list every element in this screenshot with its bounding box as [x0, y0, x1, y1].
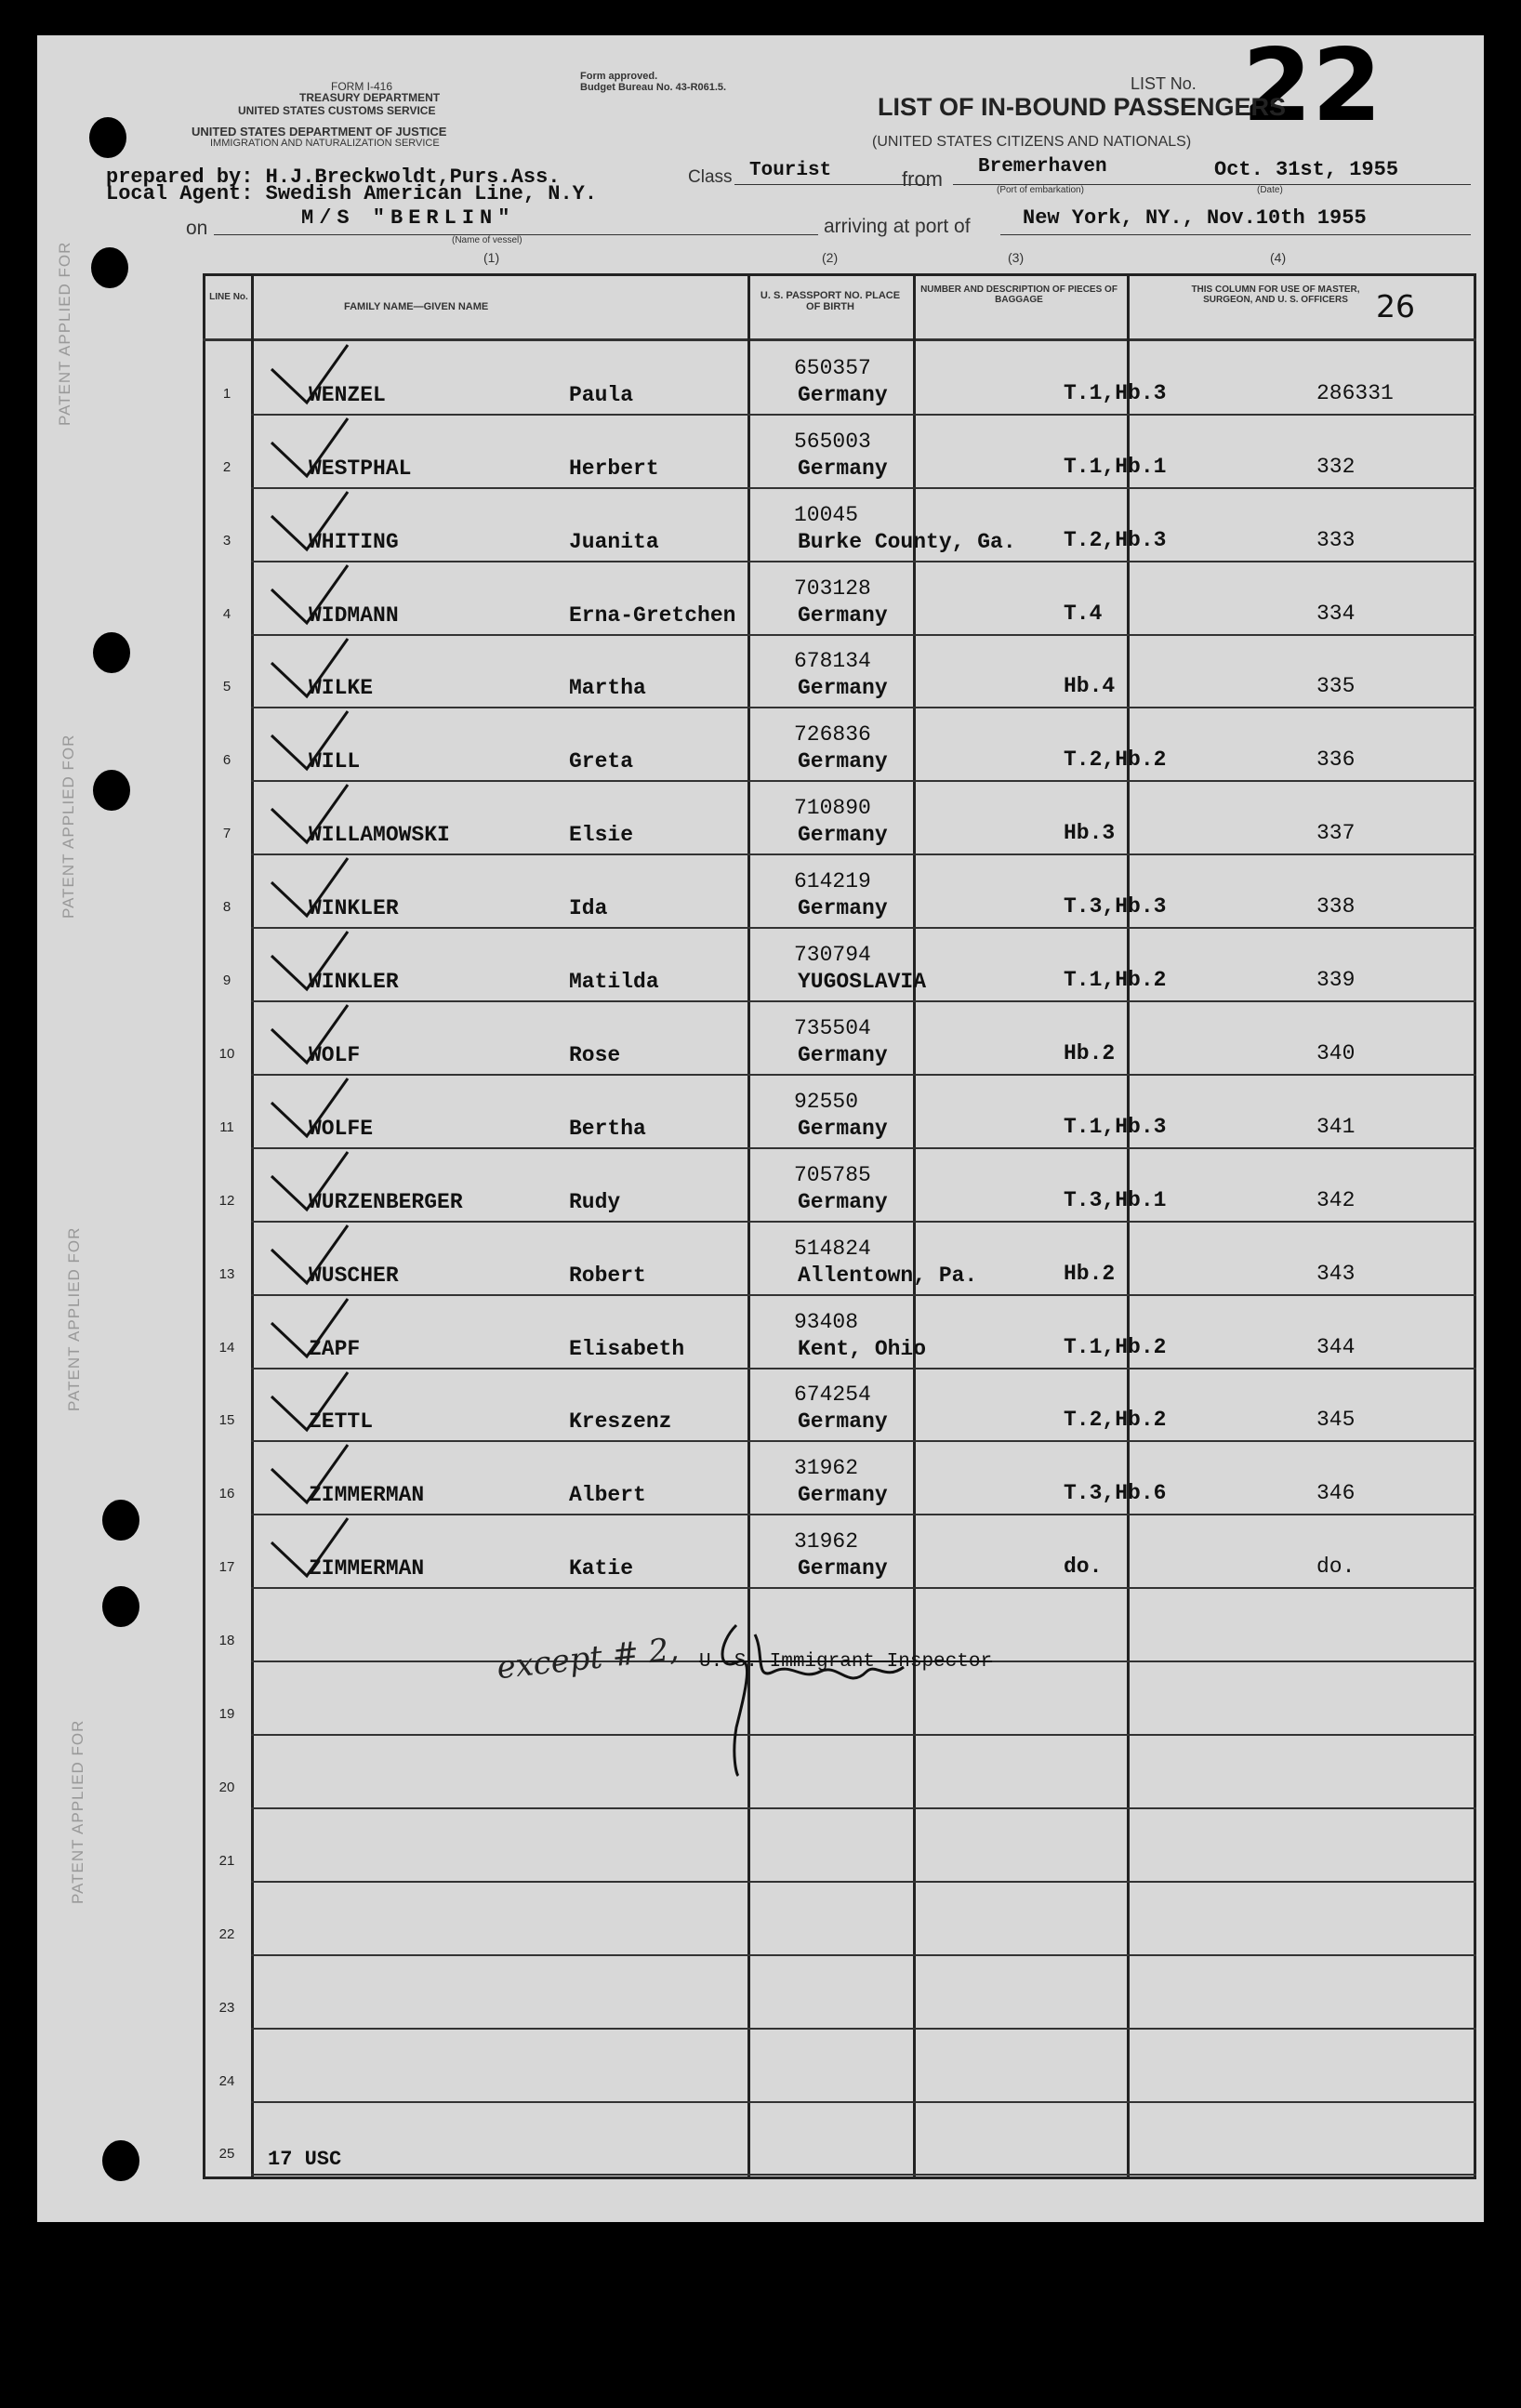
check-mark	[262, 635, 355, 700]
line-number: 22	[218, 1925, 235, 1942]
line-number: 10	[218, 1045, 235, 1062]
col-num-1: (1)	[483, 250, 500, 265]
baggage: Hb.3	[1064, 821, 1116, 846]
list-no-label: LIST No.	[1131, 74, 1197, 93]
table-row	[37, 1883, 1484, 1956]
family-name: ZETTL	[309, 1409, 374, 1435]
officer-number: 336	[1316, 748, 1356, 773]
line-number: 2	[222, 458, 231, 475]
officer-number: 333	[1316, 527, 1356, 552]
line-number: 7	[222, 826, 231, 842]
vessel-name: M/S "BERLIN"	[301, 206, 516, 230]
baggage: T.2,Hb.3	[1064, 527, 1167, 552]
given-name: Erna-Gretchen	[569, 602, 736, 628]
place-of-birth: Germany	[798, 823, 888, 848]
family-name: WILL	[309, 749, 361, 774]
family-name: WHITING	[309, 529, 399, 554]
check-mark	[262, 562, 355, 627]
place-of-birth: Kent, Ohio	[798, 1336, 927, 1361]
passport-number: 674254	[794, 1383, 871, 1408]
table-row	[37, 1443, 1484, 1516]
on-label: on	[186, 218, 208, 239]
line-number: 12	[218, 1192, 235, 1209]
col-header-passport: U. S. PASSPORT NO. PLACE OF BIRTH	[760, 290, 901, 312]
table-row	[37, 1076, 1484, 1149]
given-name: Katie	[569, 1556, 634, 1581]
line-number: 9	[222, 972, 231, 989]
check-mark	[262, 1222, 355, 1287]
passport-number: 678134	[794, 649, 871, 674]
table-row	[37, 1002, 1484, 1076]
passport-number: 93408	[794, 1309, 859, 1334]
col-header-officers: THIS COLUMN FOR USE OF MASTER, SURGEON, AND U. S. OFFICERS	[1191, 284, 1360, 305]
family-name: WOLFE	[309, 1116, 374, 1141]
col-num-4: (4)	[1270, 250, 1287, 265]
baggage: Hb.4	[1064, 674, 1116, 699]
line-number: 5	[222, 679, 231, 695]
passport-number: 710890	[794, 796, 871, 821]
baggage: T.1,Hb.3	[1064, 380, 1167, 405]
check-mark	[262, 1148, 355, 1213]
officer-number: 338	[1316, 894, 1356, 920]
baggage: Hb.2	[1064, 1040, 1116, 1065]
table-row	[37, 2103, 1484, 2176]
family-name: WINKLER	[309, 970, 399, 995]
given-name: Juanita	[569, 529, 659, 554]
officer-number: 340	[1316, 1040, 1356, 1065]
family-name: WILLAMOWSKI	[309, 823, 450, 848]
given-name: Albert	[569, 1483, 646, 1508]
given-name: Paula	[569, 382, 634, 407]
check-mark	[262, 781, 355, 846]
baggage: do.	[1064, 1555, 1103, 1580]
form-subtitle: (UNITED STATES CITIZENS AND NATIONALS)	[872, 134, 1192, 150]
passport-number: 565003	[794, 429, 871, 454]
form-approved: Form approved.	[580, 71, 658, 82]
table-row	[37, 1149, 1484, 1223]
class-value: Tourist	[749, 160, 832, 181]
dept-justice: UNITED STATES DEPARTMENT OF JUSTICE	[192, 125, 447, 139]
line-number: 16	[218, 1486, 235, 1502]
col-num-2: (2)	[822, 250, 839, 265]
passport-number: 703128	[794, 576, 871, 601]
place-of-birth: Germany	[798, 1483, 888, 1508]
given-name: Bertha	[569, 1116, 646, 1141]
baggage: T.3,Hb.1	[1064, 1187, 1167, 1212]
place-of-birth: Germany	[798, 1189, 888, 1214]
side-text: PATENT APPLIED FOR	[56, 241, 73, 426]
baggage: T.3,Hb.6	[1064, 1481, 1167, 1506]
col-header-baggage: NUMBER AND DESCRIPTION OF PIECES OF BAGGAGE	[920, 284, 1118, 305]
line-number: 25	[218, 2146, 235, 2163]
list-no-value: 22	[1242, 28, 1382, 144]
inspector-title: U. S. Immigrant Inspector	[699, 1651, 993, 1673]
given-name: Kreszenz	[569, 1409, 672, 1435]
line-number: 19	[218, 1706, 235, 1723]
check-mark	[262, 1001, 355, 1066]
place-of-birth: Germany	[798, 676, 888, 701]
officer-number: 332	[1316, 454, 1356, 479]
baggage: T.2,Hb.2	[1064, 1408, 1167, 1433]
from-label: from	[902, 167, 943, 191]
line-number: 3	[222, 532, 231, 549]
budget-bureau: Budget Bureau No. 43-R061.5.	[580, 82, 727, 93]
family-name: WESTPHAL	[309, 456, 412, 481]
officer-number: 334	[1316, 601, 1356, 626]
place-of-birth: Germany	[798, 1556, 888, 1581]
table-row	[37, 562, 1484, 636]
baggage: Hb.2	[1064, 1261, 1116, 1286]
document-page	[37, 28, 1484, 2222]
baggage: T.3,Hb.3	[1064, 894, 1167, 920]
officer-number: 335	[1316, 674, 1356, 699]
line-number: 11	[219, 1118, 234, 1135]
line-number: 17	[218, 1559, 235, 1576]
place-of-birth: Burke County, Ga.	[798, 529, 1016, 554]
given-name: Elisabeth	[569, 1336, 685, 1361]
check-mark	[262, 341, 355, 406]
given-name: Herbert	[569, 456, 659, 481]
family-name: WIDMANN	[309, 602, 399, 628]
place-of-birth: Germany	[798, 1409, 888, 1435]
given-name: Elsie	[569, 823, 634, 848]
family-name: WILKE	[309, 676, 374, 701]
usc-note: 17 USC	[268, 2148, 342, 2171]
passport-number: 735504	[794, 1015, 871, 1040]
place-of-birth: Germany	[798, 896, 888, 921]
table-row	[37, 489, 1484, 562]
officer-number: 344	[1316, 1334, 1356, 1359]
given-name: Rose	[569, 1042, 621, 1067]
line-number: 1	[222, 385, 231, 402]
check-mark	[262, 928, 355, 993]
side-text: PATENT APPLIED FOR	[65, 1226, 83, 1411]
except-note: except # 2,	[495, 1630, 681, 1687]
officer-number: 342	[1316, 1187, 1356, 1212]
col-header-line: LINE No.	[209, 292, 248, 302]
line-number: 6	[222, 752, 231, 769]
table-row	[37, 1956, 1484, 2030]
passport-number: 92550	[794, 1089, 859, 1114]
table-row	[37, 929, 1484, 1002]
family-name: WUSCHER	[309, 1263, 399, 1288]
passport-number: 730794	[794, 943, 871, 968]
col-header-name: FAMILY NAME—GIVEN NAME	[344, 301, 489, 312]
check-mark	[262, 1441, 355, 1506]
check-mark	[262, 1075, 355, 1140]
check-mark	[262, 415, 355, 480]
family-name: ZAPF	[309, 1336, 361, 1361]
line-number: 15	[218, 1412, 235, 1429]
col-num-3: (3)	[1008, 250, 1025, 265]
line-number: 20	[218, 1779, 235, 1795]
place-of-birth: Germany	[798, 1116, 888, 1141]
officer-number: 286331	[1316, 380, 1394, 405]
form-title: LIST OF IN-BOUND PASSENGERS	[878, 93, 1287, 121]
family-name: ZIMMERMAN	[309, 1483, 425, 1508]
family-name: WINKLER	[309, 896, 399, 921]
line-number: 21	[218, 1852, 235, 1869]
given-name: Rudy	[569, 1189, 621, 1214]
check-mark	[262, 1515, 355, 1580]
passport-number: 726836	[794, 722, 871, 748]
prepared-by: prepared by: H.J.Breckwoldt,Purs.Ass.	[106, 165, 561, 189]
place-of-birth: Germany	[798, 749, 888, 774]
side-text: PATENT APPLIED FOR	[60, 734, 77, 919]
officer-number: do.	[1316, 1555, 1356, 1580]
side-text: PATENT APPLIED FOR	[69, 1719, 86, 1904]
port-embark-caption: (Port of embarkation)	[997, 185, 1084, 195]
line-number: 4	[222, 605, 231, 622]
vessel-caption: (Name of vessel)	[452, 235, 522, 245]
officer-number: 341	[1316, 1114, 1356, 1139]
check-mark	[262, 854, 355, 920]
baggage: T.4	[1064, 601, 1103, 626]
table-row	[37, 709, 1484, 783]
officers-count: 26	[1376, 288, 1415, 324]
table-row	[37, 1369, 1484, 1443]
place-of-birth: Germany	[798, 1042, 888, 1067]
passport-number: 614219	[794, 869, 871, 894]
table-row	[37, 2030, 1484, 2103]
passport-number: 10045	[794, 502, 859, 527]
officer-number: 339	[1316, 968, 1356, 993]
officer-number: 337	[1316, 821, 1356, 846]
punch-hole	[91, 247, 128, 288]
table-row	[37, 636, 1484, 709]
baggage: T.1,Hb.1	[1064, 454, 1167, 479]
dept-ins: IMMIGRATION AND NATURALIZATION SERVICE	[210, 138, 440, 149]
given-name: Martha	[569, 676, 646, 701]
table-row	[37, 416, 1484, 489]
check-mark	[262, 1369, 355, 1434]
family-name: ZIMMERMAN	[309, 1556, 425, 1581]
place-of-birth: Germany	[798, 602, 888, 628]
line-number: 8	[222, 899, 231, 916]
local-agent: Local Agent: Swedish American Line, N.Y.	[106, 182, 598, 205]
check-mark	[262, 1295, 355, 1360]
given-name: Ida	[569, 896, 608, 921]
table-row	[37, 342, 1484, 416]
officer-number: 346	[1316, 1481, 1356, 1506]
dept-treasury: TREASURY DEPARTMENT	[299, 91, 441, 104]
given-name: Robert	[569, 1263, 646, 1288]
family-name: WOLF	[309, 1042, 361, 1067]
passport-number: 31962	[794, 1529, 859, 1555]
from-value: Bremerhaven	[978, 156, 1107, 178]
check-mark	[262, 708, 355, 773]
baggage: T.1,Hb.3	[1064, 1114, 1167, 1139]
line-number: 13	[218, 1265, 235, 1282]
place-of-birth: Germany	[798, 382, 888, 407]
table-row	[37, 782, 1484, 855]
arriving-value: New York, NY., Nov.10th 1955	[1023, 206, 1367, 230]
date-value: Oct. 31st, 1955	[1214, 158, 1399, 181]
table-row	[37, 1296, 1484, 1369]
officer-number: 345	[1316, 1408, 1356, 1433]
class-label: Class	[688, 167, 733, 187]
family-name: WURZENBERGER	[309, 1189, 463, 1214]
line-number: 24	[218, 2072, 235, 2089]
table-row	[37, 855, 1484, 929]
line-number: 14	[218, 1339, 235, 1356]
arriving-label: arriving at port of	[824, 216, 971, 237]
table-row	[37, 1223, 1484, 1296]
place-of-birth: Germany	[798, 456, 888, 481]
baggage: T.1,Hb.2	[1064, 1334, 1167, 1359]
line-number: 18	[218, 1633, 235, 1649]
given-name: Greta	[569, 749, 634, 774]
form-number: FORM I-416	[331, 80, 393, 93]
passport-number: 514824	[794, 1236, 871, 1261]
passport-number: 31962	[794, 1456, 859, 1481]
baggage: T.1,Hb.2	[1064, 968, 1167, 993]
line-number: 23	[218, 1999, 235, 2016]
place-of-birth: Allentown, Pa.	[798, 1263, 978, 1288]
given-name: Matilda	[569, 970, 659, 995]
place-of-birth: YUGOSLAVIA	[798, 970, 927, 995]
family-name: WENZEL	[309, 382, 386, 407]
officer-number: 343	[1316, 1261, 1356, 1286]
table-row	[37, 1809, 1484, 1883]
baggage: T.2,Hb.2	[1064, 748, 1167, 773]
date-caption: (Date)	[1257, 185, 1283, 195]
inspector-signature	[699, 1616, 913, 1787]
punch-hole	[89, 117, 126, 158]
passport-number: 650357	[794, 355, 871, 380]
table-row	[37, 1515, 1484, 1589]
passport-number: 705785	[794, 1162, 871, 1187]
dept-customs: UNITED STATES CUSTOMS SERVICE	[238, 104, 436, 117]
check-mark	[262, 488, 355, 553]
